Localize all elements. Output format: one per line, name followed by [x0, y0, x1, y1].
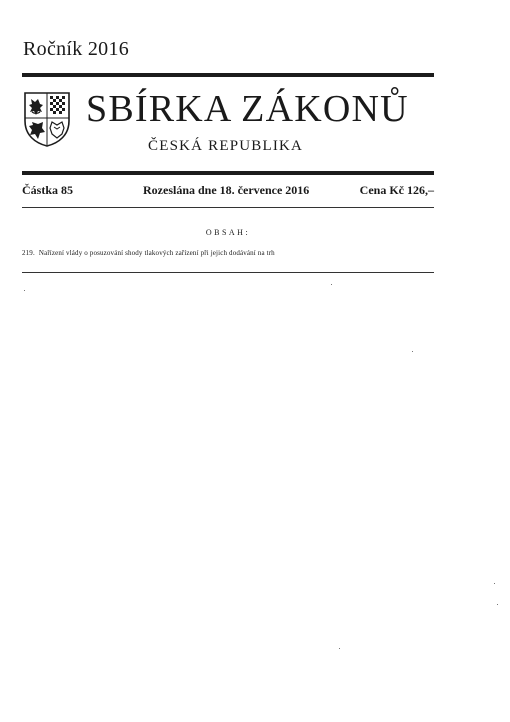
- scan-speck: [497, 604, 498, 605]
- scan-speck: [412, 351, 413, 352]
- contents-list-item: [22, 249, 275, 257]
- scan-speck: [494, 583, 495, 584]
- publication-title: SBÍRKA ZÁKONŮ: [86, 88, 409, 130]
- issue-price: Cena Kč 126,–: [359, 183, 434, 197]
- scan-speck: [331, 284, 332, 285]
- czech-state-coat-of-arms-icon: [23, 91, 71, 147]
- distribution-date: Rozeslána dne 18. července 2016: [143, 183, 310, 197]
- contents-item-number: 219.: [22, 249, 35, 257]
- meta-rule: [22, 207, 434, 208]
- top-rule: [22, 73, 434, 77]
- publication-subtitle: ČESKÁ REPUBLIKA: [148, 138, 304, 154]
- contents-bottom-rule: [22, 272, 434, 273]
- volume-year: Ročník 2016: [23, 38, 130, 60]
- scan-speck: [24, 290, 25, 291]
- header-bottom-rule: [22, 171, 434, 175]
- issue-number: Částka 85: [22, 183, 74, 197]
- contents-item-text: Nařízení vlády o posuzování shody tlakových zařízení při jejich dodávání na trh: [38, 249, 275, 257]
- scan-speck: [339, 648, 340, 649]
- contents-heading: OBSAH:: [205, 228, 251, 237]
